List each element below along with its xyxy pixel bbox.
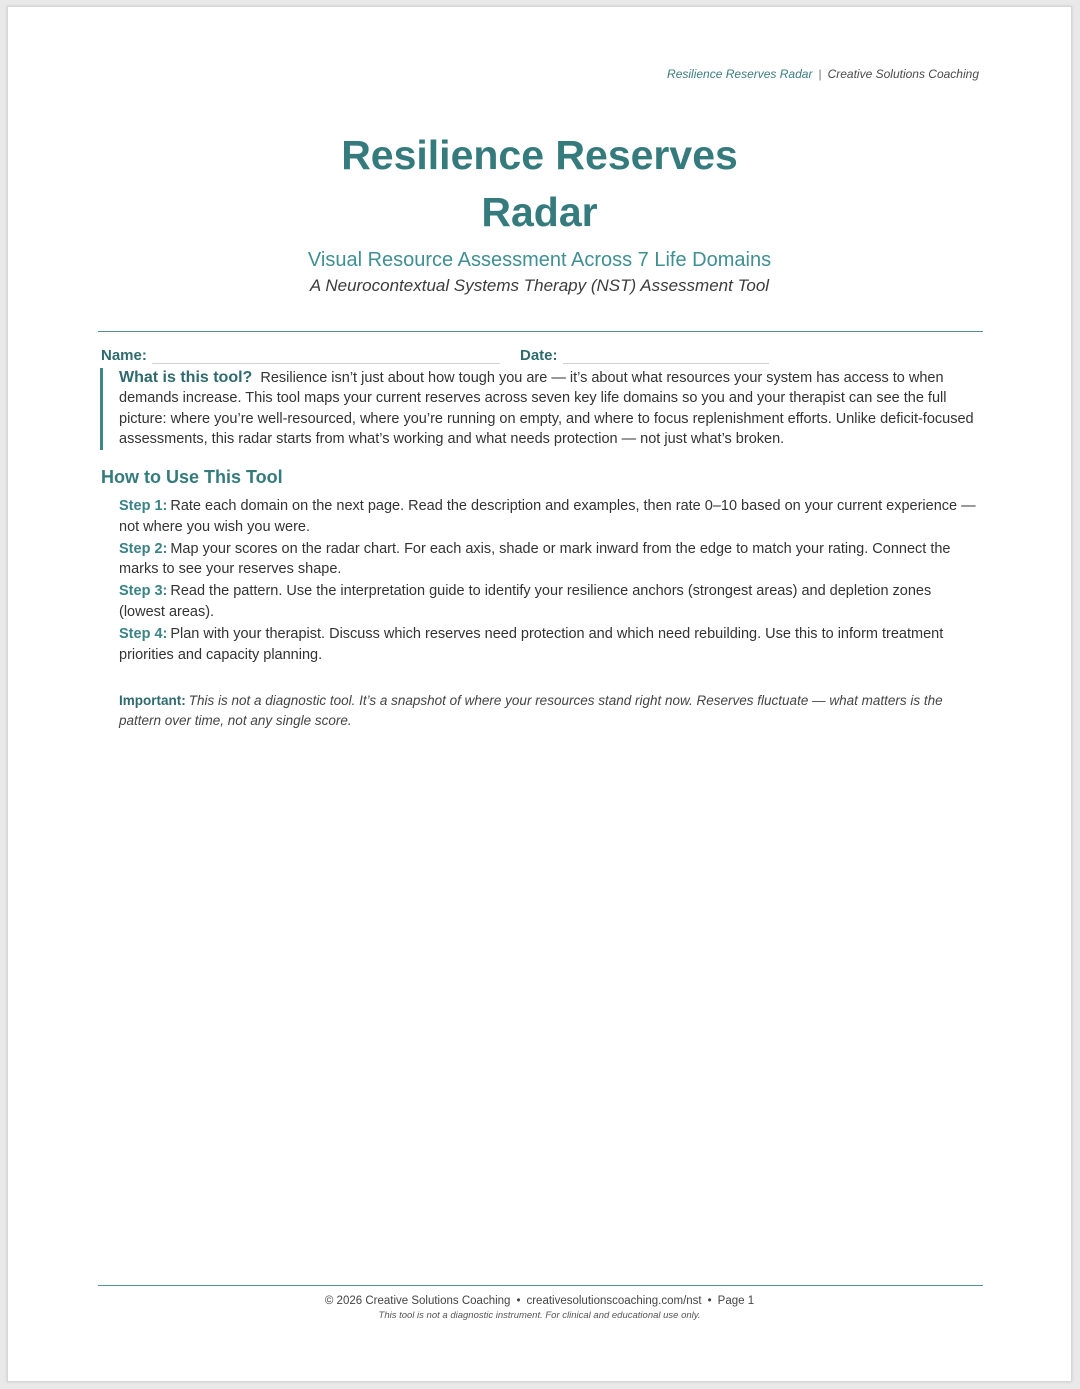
- header-org: Creative Solutions Coaching: [827, 67, 979, 81]
- step-label: Step 1:: [119, 498, 168, 514]
- tagline: A Neurocontextual Systems Therapy (NST) Assessment Tool: [309, 276, 770, 295]
- intro-lead: What is this tool?: [119, 369, 253, 386]
- footer-url: creativesolutionscoaching.com/nst: [526, 1295, 702, 1307]
- step-label: Step 3:: [119, 583, 168, 600]
- step-3: [119, 581, 981, 623]
- step-text: Map your scores on the radar chart. For each axis, shade or mark inward from the edge to match your rating. Connect the marks to see your reserves shape.: [119, 540, 951, 578]
- how-to-heading: How to Use This Tool: [101, 467, 283, 487]
- footer-page-number: Page 1: [717, 1295, 755, 1307]
- title-line-2: Radar: [481, 189, 598, 235]
- footer-bullet: •: [707, 1295, 712, 1307]
- document-page: [7, 6, 1072, 1382]
- page-title: [280, 127, 800, 241]
- step-text: Read the pattern. Use the interpretation guide to identify your resilience anchors (strongest areas) and depletion zones (lowest areas).: [119, 583, 932, 620]
- date-field[interactable]: [520, 345, 769, 364]
- important-text: This is not a diagnostic tool. It’s a snapshot of where your resources stand right now. Reserves fluctuate — what matters is the pattern over time, not any single score.: [119, 693, 943, 728]
- name-field[interactable]: [101, 345, 500, 364]
- subtitle: Visual Resource Assessment Across 7 Life Domains: [307, 249, 772, 271]
- intro-callout: [100, 368, 985, 450]
- step-label: Step 4:: [119, 625, 168, 642]
- important-note: [119, 691, 981, 731]
- header-divider: [98, 331, 983, 332]
- footer-copyright: © 2026 Creative Solutions Coaching: [324, 1295, 511, 1307]
- name-label: Name:: [101, 347, 147, 364]
- name-write-line[interactable]: [152, 345, 500, 364]
- footer-disclaimer: This tool is not a diagnostic instrument. For clinical and educational use only.: [378, 1310, 701, 1321]
- intro-body: Resilience isn’t just about how tough you are — it’s about what resources your system has access to when demands increase. This tool maps your current reserves across seven key life domains so you and your therapist can see the full picture: where you’re well-resourced, where you’re running on empty, and where to focus replenishment efforts. Unlike deficit-focused assessments, this radar starts from what’s working and what needs protection — not just what’s broken.: [119, 370, 974, 448]
- step-label: Step 2:: [119, 540, 168, 557]
- step-1: [119, 496, 981, 538]
- title-block: [8, 127, 1071, 296]
- steps-list: [119, 496, 981, 666]
- date-label: Date:: [520, 347, 558, 364]
- important-label: Important:: [119, 693, 186, 708]
- step-text: Plan with your therapist. Discuss which reserves need protection and which need rebuilding. Use this to inform treatment priorities and capacity planning.: [119, 625, 944, 663]
- footer-divider: [98, 1285, 983, 1286]
- step-4: [119, 624, 981, 666]
- date-write-line[interactable]: [563, 345, 769, 364]
- running-header: [667, 67, 979, 81]
- step-2: [119, 539, 981, 581]
- step-text: Rate each domain on the next page. Read the description and examples, then rate 0–10 based on your current experience — not where you wish you were.: [119, 498, 976, 535]
- header-doc-title: Resilience Reserves Radar: [667, 67, 813, 81]
- footer-bullet: •: [516, 1295, 521, 1307]
- title-line-1: Resilience Reserves: [341, 132, 738, 178]
- page-footer: [8, 1295, 1071, 1321]
- footer-line: [8, 1295, 1071, 1307]
- header-separator: |: [818, 67, 822, 81]
